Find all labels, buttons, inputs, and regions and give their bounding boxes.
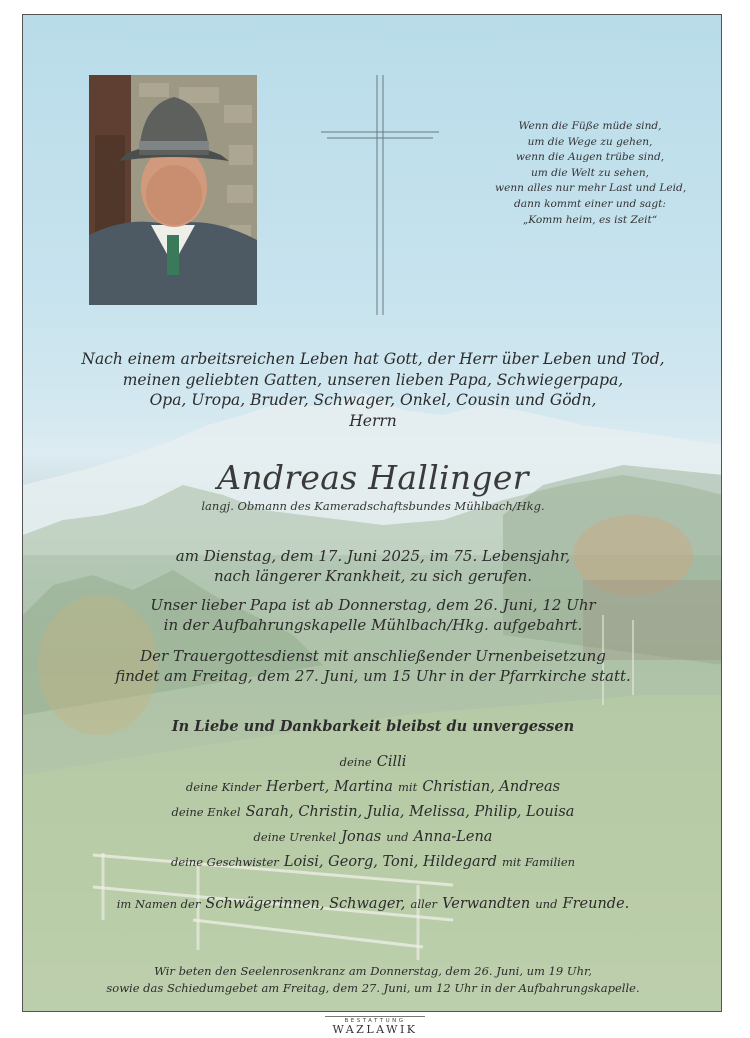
intro-text	[63, 349, 683, 431]
service-notice	[63, 647, 683, 686]
family-row-children	[63, 773, 683, 798]
intro-line: meinen geliebten Gatten, unseren lieben Papa, Schwiegerpapa,	[122, 370, 624, 389]
intro-line: Opa, Uropa, Bruder, Schwager, Onkel, Cousin und Gödn,	[149, 391, 597, 409]
family-names: Sarah, Christin, Julia, Melissa, Philip, Louisa	[245, 804, 575, 820]
brand-top: BESTATTUNG	[325, 1016, 425, 1024]
family-connector: und	[386, 830, 409, 844]
portrait-illustration	[89, 75, 257, 305]
family-names: Christian, Andreas	[422, 779, 561, 795]
deceased-title: langj. Obmann des Kameradschaftsbundes Mühlbach/Hkg.	[201, 499, 545, 513]
funeral-home-logo	[300, 1016, 450, 1036]
viewing-line: Unser lieber Papa ist ab Donnerstag, dem 26. Juni, 12 Uhr	[150, 596, 596, 614]
viewing-line: in der Aufbahrungskapelle Mühlbach/Hkg. aufgebahrt.	[163, 615, 583, 634]
poem-line: Wenn die Füße müde sind,	[518, 120, 662, 132]
family-list	[63, 748, 683, 873]
poem-line: „Komm heim, es ist Zeit“	[522, 213, 658, 226]
family-row-grandchildren	[63, 798, 683, 823]
poem-line: dann kommt einer und sagt:	[514, 197, 666, 210]
intro-line: Nach einem arbeitsreichen Leben hat Gott, der Herr über Leben und Tod,	[81, 350, 665, 368]
family-row-siblings	[63, 848, 683, 873]
intro-line: Herrn	[349, 411, 397, 430]
brand-name: WAZLAWIK	[332, 1023, 418, 1036]
poem-line: wenn die Augen trübe sind,	[515, 151, 665, 164]
family-suffix: mit Familien	[501, 855, 576, 869]
family-names: Anna-Lena	[413, 829, 493, 845]
namens-names: Freunde.	[562, 896, 630, 912]
family-prefix: deine Geschwister	[170, 855, 279, 869]
poem-line: um die Welt zu sehen,	[530, 166, 650, 179]
deceased-name: Andreas Hallinger	[217, 458, 529, 497]
death-notice	[63, 547, 683, 586]
family-connector: mit	[398, 780, 418, 794]
namens-part: und	[535, 897, 558, 911]
family-names: Herbert, Martina	[266, 779, 393, 795]
tagline: In Liebe und Dankbarkeit bleibst du unvergessen	[171, 718, 575, 735]
poem-line: wenn alles nur mehr Last und Leid,	[495, 182, 687, 195]
family-prefix: deine Enkel	[171, 805, 241, 819]
death-line: nach längerer Krankheit, zu sich gerufen.	[213, 566, 533, 585]
namens-names: Schwägerinnen, Schwager,	[205, 896, 406, 912]
death-line: am Dienstag, dem 17. Juni 2025, im 75. Lebensjahr,	[175, 547, 571, 565]
service-line: Der Trauergottesdienst mit anschließender Urnenbeisetzung	[140, 647, 606, 665]
poem	[495, 119, 685, 228]
family-prefix: deine Urenkel	[253, 830, 337, 844]
rosary-notice	[63, 963, 683, 997]
obituary-card	[22, 14, 722, 1012]
family-prefix: deine	[339, 755, 372, 769]
family-names: Cilli	[376, 754, 407, 770]
cross-icon	[321, 75, 441, 317]
namens-part: aller	[410, 897, 437, 911]
footer-line: Wir beten den Seelenrosenkranz am Donnerstag, dem 26. Juni, um 19 Uhr,	[154, 964, 592, 978]
family-row-wife	[63, 748, 683, 773]
family-names: Loisi, Georg, Toni, Hildegard	[283, 854, 497, 870]
on-behalf-line	[63, 893, 683, 912]
family-row-greatgrandchildren	[63, 823, 683, 848]
viewing-notice	[63, 596, 683, 635]
family-prefix: deine Kinder	[185, 780, 261, 794]
portrait-photo	[89, 75, 257, 305]
footer-line: sowie das Schiedumgebet am Freitag, dem 27. Juni, um 12 Uhr in der Aufbahrungskapelle.	[106, 981, 640, 995]
service-line: findet am Freitag, dem 27. Juni, um 15 Uhr in der Pfarrkirche statt.	[115, 666, 631, 685]
poem-line: um die Wege zu gehen,	[527, 135, 653, 148]
namens-names: Verwandten	[442, 896, 531, 912]
namens-part: im Namen der	[116, 897, 201, 911]
family-names: Jonas	[341, 829, 382, 845]
